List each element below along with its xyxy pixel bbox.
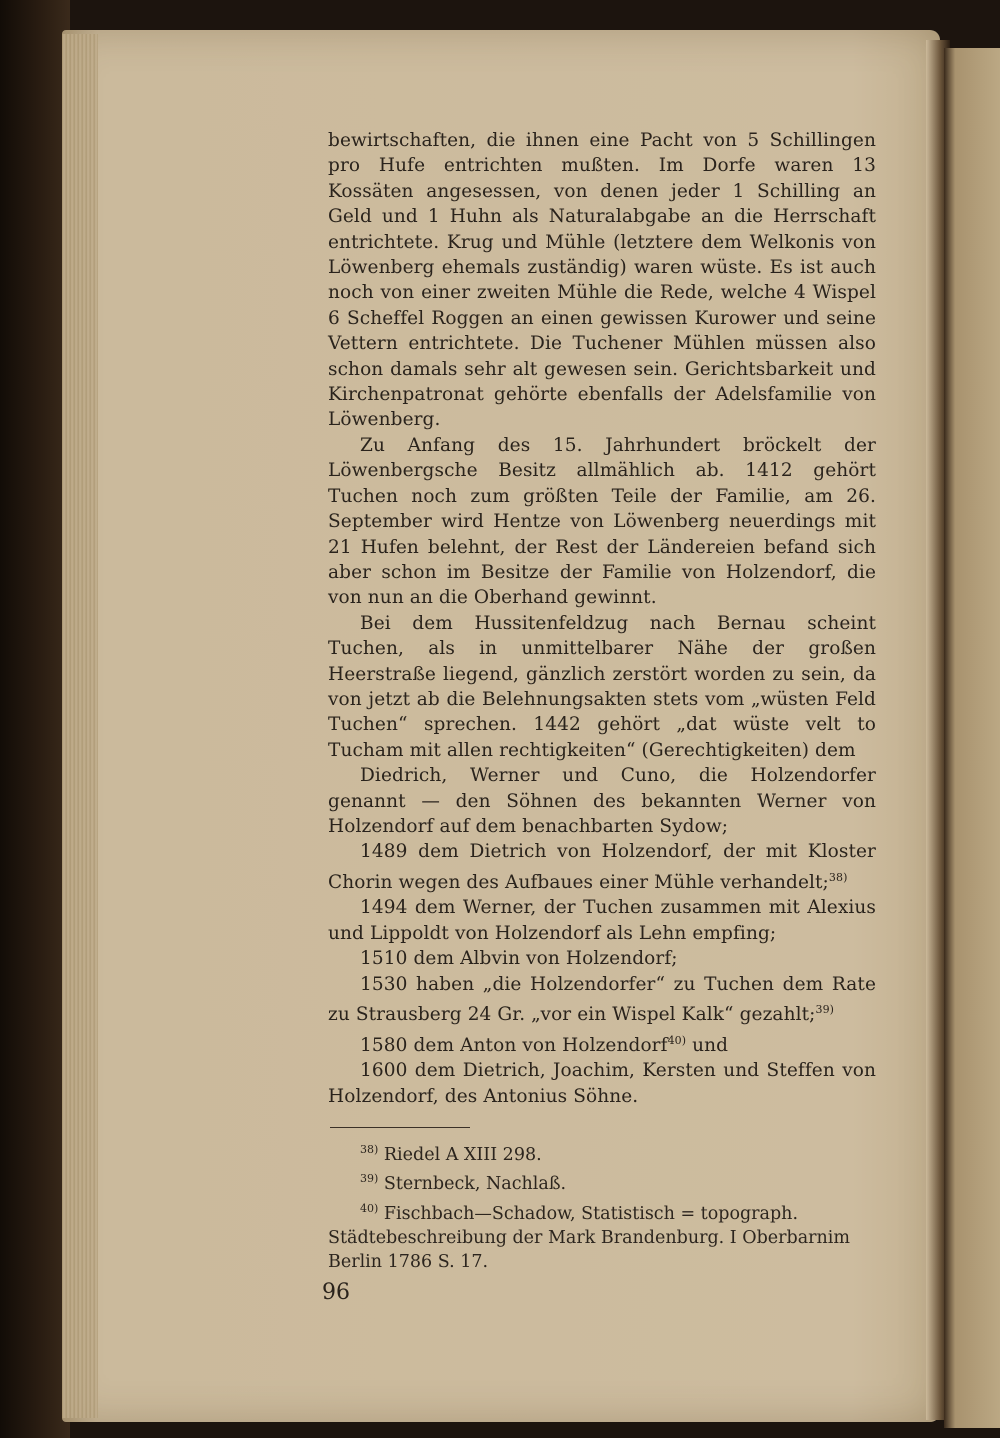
- footnote-mark: 40): [360, 1201, 379, 1215]
- paragraph-text: 1510 dem Albvin von Holzendorf;: [360, 948, 678, 970]
- paragraph-text: 1600 dem Dietrich, Joachim, Kersten und Steffen von Holzendorf, des Antonius Söhne.: [328, 1060, 876, 1107]
- facing-page-edge: [944, 48, 1000, 1428]
- paragraph-text: Bei dem Hussitenfeldzug nach Bernau scheint Tuchen, als in unmittelbarer Nähe der großen Heerstraße liegend, gänzlich zerstört worden zu sein, da von jetzt ab die Belehnungsakten stets vom „wüsten Feld Tuchen“ sprechen. 1442 gehört „dat wüste velt to Tucham mit allen rechtigkeiten“ (Gerechtigkeiten) dem: [328, 612, 876, 761]
- footnote-mark: 38): [360, 1143, 379, 1156]
- paragraph-text: 1494 dem Werner, der Tuchen zusammen mit Alexius und Lippoldt von Holzendorf als Lehn empfing;: [328, 897, 876, 944]
- paragraph-1: [328, 128, 876, 433]
- footnote-40: [328, 1197, 876, 1275]
- paragraph-10: [328, 1058, 876, 1109]
- body-text: [328, 128, 876, 1109]
- footnote-ref: 39): [815, 1002, 835, 1016]
- paragraph-8: [328, 972, 876, 1028]
- paragraph-3: [328, 611, 876, 763]
- footnote-mark: 39): [360, 1172, 379, 1186]
- footnote-38: [328, 1138, 876, 1167]
- paragraph-text: Diedrich, Werner und Cuno, die Holzendorfer genannt — den Söhnen des bekannten Werner von Holzendorf auf dem benachbarten Sydow;: [328, 765, 876, 837]
- paragraph-7: [328, 946, 876, 971]
- paragraph-text: 1489 dem Dietrich von Holzendorf, der mit Kloster Chorin wegen des Aufbaues einer Mühle verhandelt;: [328, 841, 876, 893]
- paragraph-text: bewirtschaften, die ihnen eine Pacht von 5 Schillingen pro Hufe entrichten mußten. Im Dorfe waren 13 Kossäten angesessen, von denen jeder 1 Schilling an Geld und 1 Huhn als Naturalabgabe an die Herrschaft entrichtete. Krug und Mühle (letztere dem Welkonis von Löwenberg ehemals zuständig) waren wüste. Es ist auch noch von einer zweiten Mühle die Rede, welche 4 Wispel 6 Scheffel Roggen an einen gewissen Kurower und seine Vettern entrichtete. Die Tuchener Mühlen müssen also schon damals sehr alt gewesen sein. Gerichtsbarkeit und Kirchenpatronat gehörte ebenfalls der Adelsfamilie von Löwenberg.: [328, 130, 876, 431]
- footnote-divider: [330, 1127, 470, 1128]
- paragraph-text: 1580 dem Anton von Holzendorf: [360, 1034, 668, 1056]
- paragraph-9: [328, 1028, 876, 1059]
- book-left-edge: [0, 0, 70, 1438]
- paragraph-4: [328, 763, 876, 839]
- paragraph-text: Zu Anfang des 15. Jahrhundert bröckelt der Löwenbergsche Besitz allmählich ab. 1412 gehört Tuchen noch zum größten Teile der Familie, am 26. September wird Hentze von Löwenberg neuerdings mit 21 Hufen belehnt, der Rest der Ländereien befand sich aber schon im Besitze der Familie von Holzendorf, die von nun an die Oberhand gewinnt.: [328, 434, 876, 609]
- paragraph-2: [328, 433, 876, 611]
- footnote-text: Fischbach—Schadow, Statistisch = topograph. Städtebeschreibung der Mark Brandenburg. I Oberbarnim Berlin 1786 S. 17.: [328, 1203, 850, 1273]
- paragraph-text: 1530 haben „die Holzendorfer“ zu Tuchen dem Rate zu Strausberg 24 Gr. „vor ein Wispel Kalk“ gezahlt;: [328, 973, 876, 1026]
- paragraph-text-after: und: [686, 1034, 729, 1056]
- page-edges: [62, 34, 98, 1418]
- footnote-ref: 38): [828, 870, 848, 884]
- paragraph-5: [328, 839, 876, 895]
- footnote-ref: 40): [667, 1033, 687, 1047]
- paragraph-6: [328, 895, 876, 946]
- footnote-text: Riedel A XIII 298.: [383, 1144, 542, 1165]
- footnote-text: Sternbeck, Nachlaß.: [383, 1174, 567, 1195]
- page-number: 96: [322, 1280, 350, 1305]
- footnote-39: [328, 1167, 876, 1196]
- footnotes: [328, 1138, 876, 1275]
